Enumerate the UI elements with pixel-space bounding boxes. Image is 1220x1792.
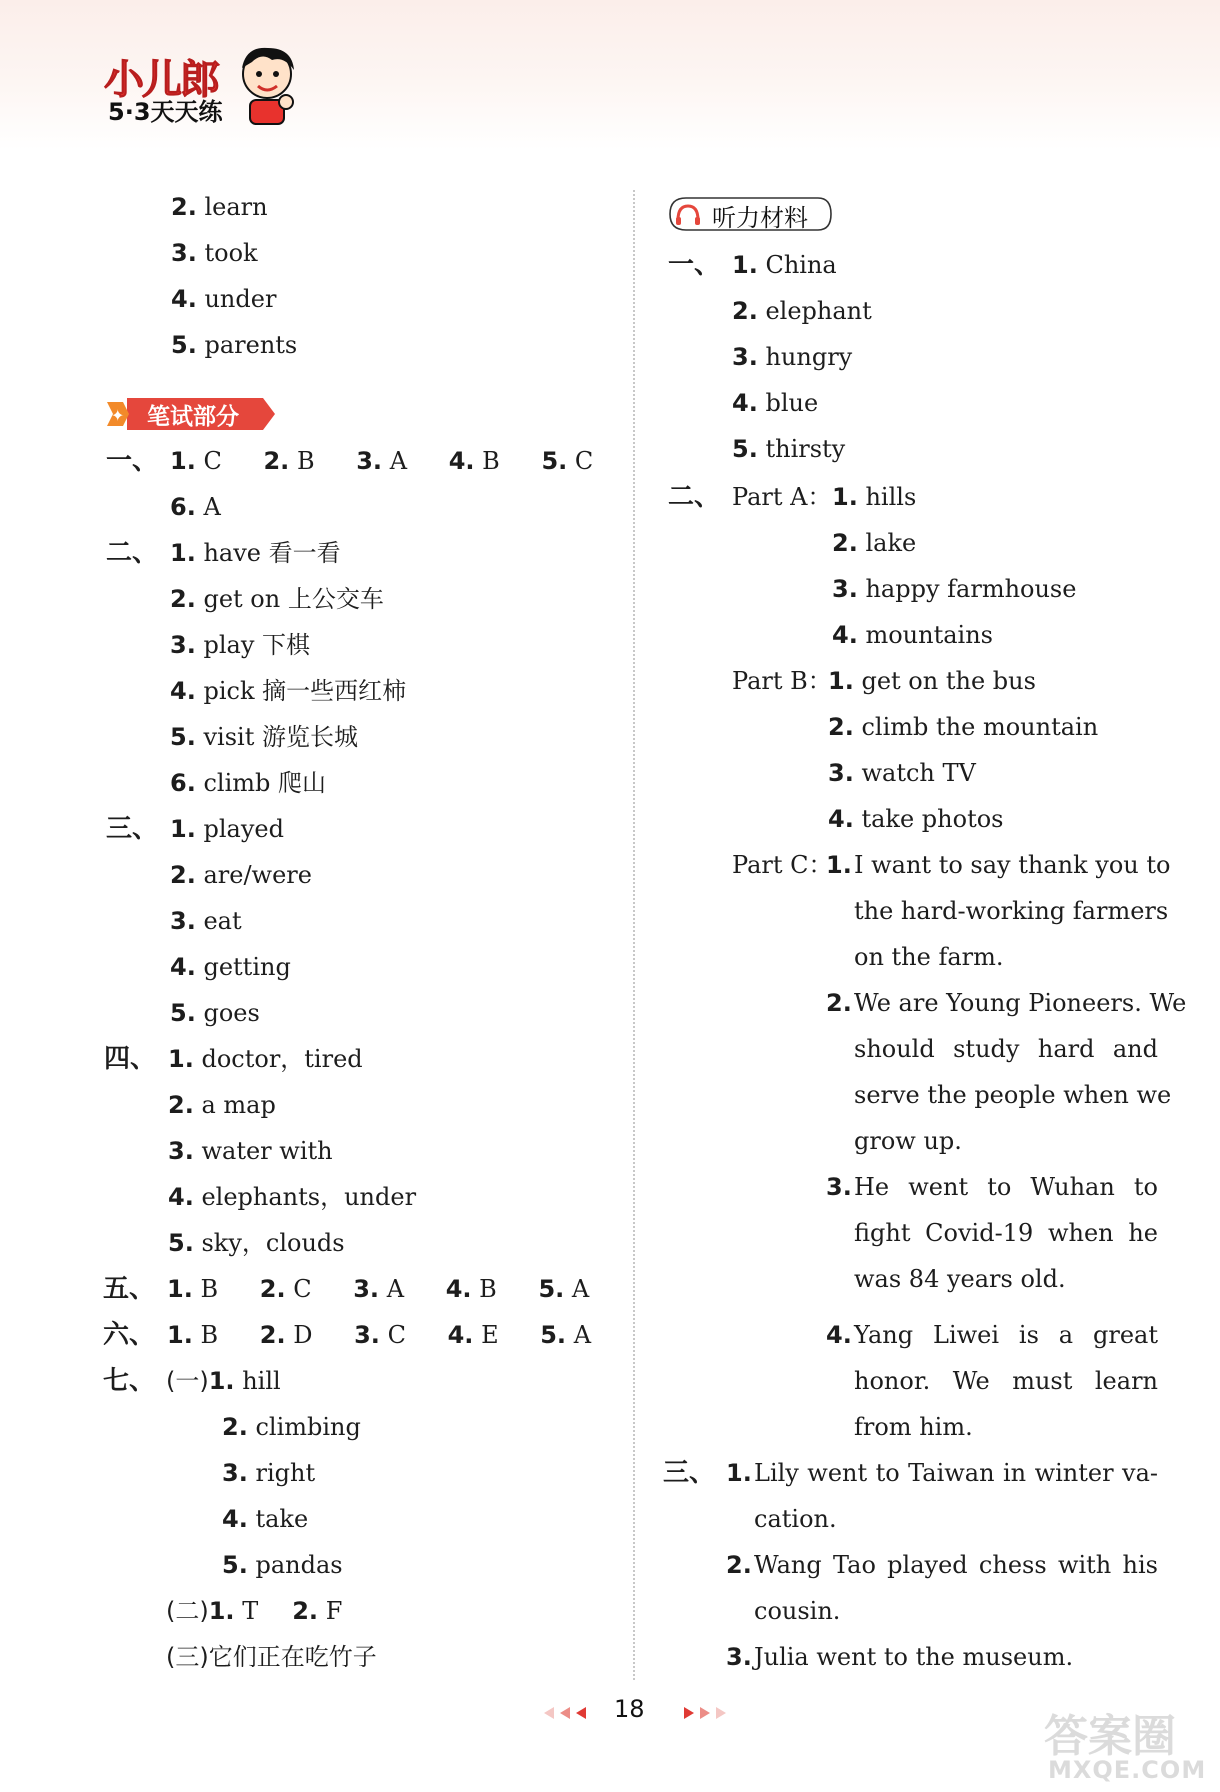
list-item: 1. get on the bus — [828, 667, 1036, 695]
page-number: 18 — [614, 1695, 645, 1723]
list-item: 4. under — [171, 285, 277, 313]
list-item: 1. played — [170, 815, 284, 843]
paragraph-line: Wang Tao played chess with his — [754, 1551, 1158, 1579]
list-item: 5. parents — [171, 331, 298, 359]
list-item: 3. happy farmhouse — [832, 575, 1077, 603]
paragraph-line: We are Young Pioneers. We — [854, 989, 1187, 1017]
section-mark: 一、 — [106, 446, 159, 476]
section-mark: 一、 — [668, 250, 721, 280]
item-number: 4. — [826, 1321, 852, 1349]
paragraph-line: I want to say thank you to — [854, 851, 1171, 879]
list-item: 3. watch TV — [828, 759, 976, 787]
paragraph-line: on the farm. — [854, 943, 1004, 971]
section-mark: 二、 — [668, 482, 721, 512]
list-item: 5. visit 游览长城 — [170, 723, 358, 751]
answer-row: 1. B 2. D 3. C 4. E 5. A — [167, 1321, 592, 1349]
paragraph-line: should study hard and — [854, 1035, 1158, 1063]
item-number: 1. — [726, 1459, 752, 1487]
list-item: 3. play 下棋 — [170, 631, 311, 659]
list-item: 4. pick 摘一些西红柿 — [170, 677, 407, 705]
list-item: 3. eat — [170, 907, 242, 935]
brand-logo — [100, 40, 300, 130]
list-item: 2. are/were — [170, 861, 312, 889]
paragraph-line: cousin. — [754, 1597, 841, 1625]
list-item: 2. lake — [832, 529, 917, 557]
paragraph-line: grow up. — [854, 1127, 962, 1155]
list-item: 4. take photos — [828, 805, 1004, 833]
list-item: 5. thirsty — [732, 435, 846, 463]
answer-row: 1. B 2. C 3. A 4. B 5. A — [167, 1275, 590, 1303]
list-item: 4. getting — [170, 953, 291, 981]
list-item: 6. climb 爬山 — [170, 769, 327, 797]
list-item: 2. learn — [171, 193, 268, 221]
listening-section-label: 听力材料 — [712, 204, 808, 232]
list-item: 1. doctor，tired — [168, 1045, 363, 1073]
part-label: Part A： — [732, 483, 832, 511]
list-item: 5. pandas — [222, 1551, 343, 1579]
paragraph-line: Yang Liwei is a great — [854, 1321, 1158, 1349]
paragraph-line: was 84 years old. — [854, 1265, 1066, 1293]
list-item: 3. hungry — [732, 343, 853, 371]
paragraph-line: from him. — [854, 1413, 973, 1441]
section-mark: 七、 — [103, 1366, 156, 1396]
section-mark: 六、 — [103, 1320, 156, 1350]
paragraph-line: Lily went to Taiwan in winter va- — [754, 1459, 1158, 1487]
paragraph-line: He went to Wuhan to — [854, 1173, 1158, 1201]
section-mark: 五、 — [103, 1274, 156, 1304]
list-item: 3. right — [222, 1459, 316, 1487]
brand-title: 小儿郎 — [104, 57, 218, 103]
watermark-domain: MXQE.COM — [1048, 1756, 1207, 1784]
paragraph-line: serve the people when we — [854, 1081, 1172, 1109]
section-mark: 四、 — [104, 1044, 157, 1074]
list-item: 1. hills — [832, 483, 917, 511]
list-item: 3. water with — [168, 1137, 333, 1165]
item-number: 3. — [726, 1643, 752, 1671]
list-item: 4. mountains — [832, 621, 993, 649]
list-item: 4. blue — [732, 389, 819, 417]
item-number: 3. — [826, 1173, 852, 1201]
paragraph-line: honor. We must learn — [854, 1367, 1158, 1395]
brand-series: 5·3天天练 — [108, 98, 223, 126]
paragraph-line: Julia went to the museum. — [754, 1643, 1074, 1671]
list-item: 2. a map — [168, 1091, 276, 1119]
watermark-text: 答案圈 — [1044, 1711, 1176, 1762]
paragraph-line: fight Covid-19 when he — [854, 1219, 1158, 1247]
page-number-footer — [530, 1693, 730, 1733]
list-item: (一)1. hill — [166, 1367, 281, 1395]
list-item: 2. elephant — [732, 297, 872, 325]
svg-text:✦: ✦ — [111, 406, 125, 425]
list-item: 3. took — [171, 239, 258, 267]
list-item: 4. take — [222, 1505, 309, 1533]
list-item: 4. elephants，under — [168, 1183, 417, 1211]
section-mark: 三、 — [106, 814, 159, 844]
list-item: 1. China — [732, 251, 837, 279]
paragraph-line: cation. — [754, 1505, 837, 1533]
list-item: 5. sky，clouds — [168, 1229, 345, 1257]
section-mark: 三、 — [663, 1458, 716, 1488]
item-number: 1. — [826, 851, 852, 879]
item-number: 2. — [726, 1551, 752, 1579]
list-item: 5. goes — [170, 999, 260, 1027]
section-mark: 二、 — [106, 538, 159, 568]
written-section-tag — [103, 396, 275, 432]
list-item: 2. get on 上公交车 — [170, 585, 384, 613]
part-label: Part B： — [732, 667, 832, 695]
column-divider — [633, 190, 635, 1680]
part-label: Part C： — [732, 851, 833, 879]
answer-row: 1. C 2. B 3. A 4. B 5. C — [170, 447, 594, 475]
list-item: 2. climb the mountain — [828, 713, 1099, 741]
list-item: 1. have 看一看 — [170, 539, 341, 567]
item-number: 2. — [826, 989, 852, 1017]
site-watermark — [1040, 1700, 1215, 1788]
mascot-icon — [232, 42, 302, 128]
answer-row: 6. A — [170, 493, 221, 521]
listening-section-tag — [668, 196, 833, 232]
list-item: 2. climbing — [222, 1413, 361, 1441]
paragraph-line: the hard-working farmers — [854, 897, 1169, 925]
list-item: (三)它们正在吃竹子 — [166, 1643, 377, 1671]
answer-row: (二)1. T 2. F — [166, 1597, 343, 1625]
written-section-label: 笔试部分 — [147, 404, 239, 430]
